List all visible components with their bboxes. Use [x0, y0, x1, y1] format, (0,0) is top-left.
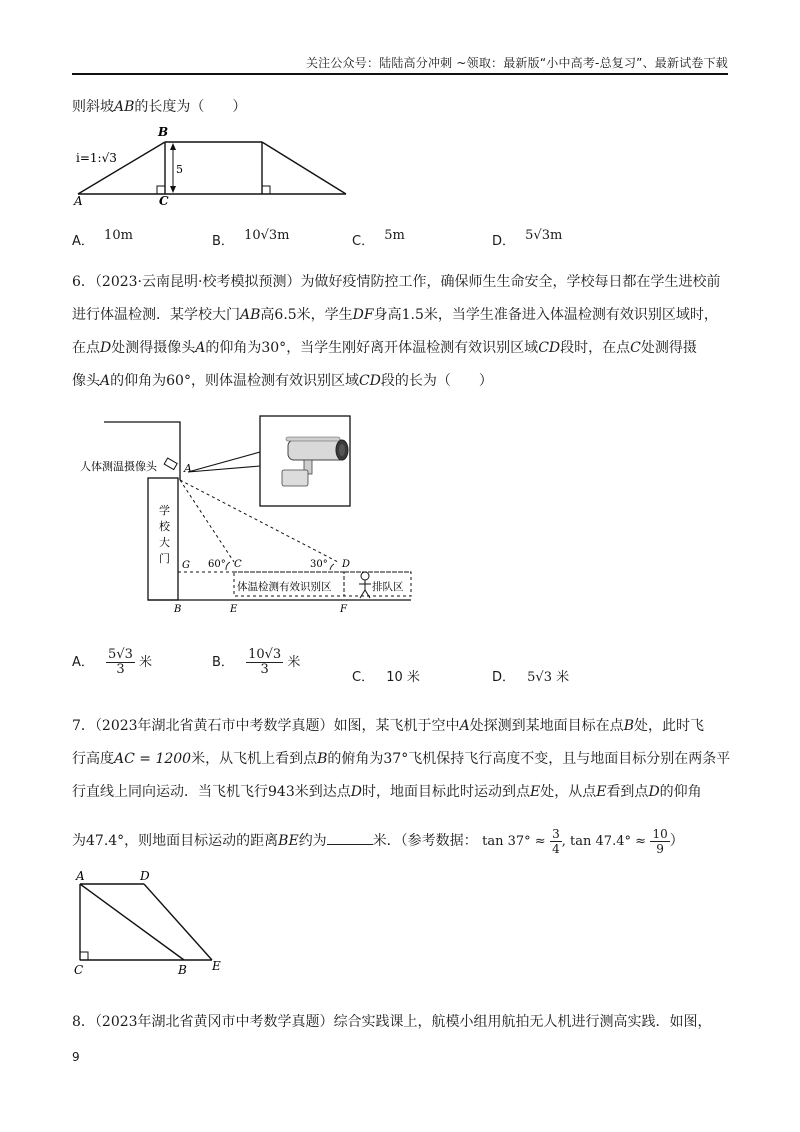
- q7-text: 看到点: [606, 784, 649, 800]
- fig2-callout-pointer: [188, 452, 260, 472]
- q8-source: （2023年湖北省黄冈市中考数学真题）: [94, 1014, 334, 1030]
- fig2-angle-30: 30°: [310, 559, 328, 570]
- q6-stem: [72, 266, 732, 398]
- fig2-label-d: D: [342, 559, 351, 570]
- option-fraction: [106, 648, 135, 677]
- q6-text: 处测得摄: [640, 340, 697, 356]
- q7-line-4: [72, 826, 732, 857]
- option-letter: A．: [72, 655, 94, 670]
- q7-text: 为: [72, 833, 86, 849]
- fig2-queue-label: 排队区: [372, 581, 404, 593]
- fig1-label-b: B: [158, 125, 169, 139]
- q6-text: 段的长为（ ）: [380, 373, 493, 389]
- q6-option-a[interactable]: [72, 648, 152, 677]
- q6-line-1: [72, 266, 732, 299]
- option-letter: B．: [212, 655, 234, 670]
- q6-text: ，则体温检测有效识别区域: [190, 373, 359, 389]
- page-header: 关注公众号：陆陆高分冲刺 ~领取：最新版“小中高考-总复习”、最新试卷下载: [305, 56, 728, 70]
- fig3-label-c: C: [74, 963, 84, 977]
- q5-var-ab: AB: [114, 99, 135, 115]
- fig2-label-c: C: [234, 559, 242, 570]
- q6-line-2: [72, 299, 732, 332]
- fig3-line-ab: [80, 884, 184, 960]
- q6-line-4: [72, 365, 732, 398]
- q6-angle: 30°: [261, 340, 287, 356]
- q7-number-val: 943: [268, 784, 295, 800]
- option-unit: 米: [139, 655, 153, 670]
- fig2-ray-to-c: [180, 480, 234, 562]
- fig3-label-a: A: [76, 869, 85, 883]
- option-letter: A．: [72, 234, 94, 249]
- fig3-label-e: E: [212, 959, 221, 973]
- q7-text: 行高度: [72, 751, 114, 767]
- fig2-angle-arc-d: [330, 564, 334, 570]
- fraction-denominator: 3: [260, 662, 269, 677]
- fig2-angle-60: 60°: [208, 559, 226, 570]
- q7-var: D: [648, 784, 660, 800]
- fig2-gate-char: 校: [159, 520, 170, 533]
- q8-text: 综合实践课上，航模小组用航拍无人机进行测高实践．如图，: [333, 1014, 712, 1030]
- option-unit: 米: [287, 655, 301, 670]
- q6-source: （2023·云南昆明·校考模拟预测）: [94, 274, 301, 290]
- option-value: 10√3m: [244, 228, 290, 243]
- page-number: 9: [72, 1050, 80, 1064]
- q6-var: AB: [240, 307, 261, 323]
- figure-temperature-camera: [76, 404, 416, 616]
- q6-var: CD: [358, 373, 381, 389]
- fig3-label-b: B: [178, 963, 187, 977]
- q7-var: B: [623, 718, 634, 734]
- fraction-numerator: 3: [552, 826, 560, 841]
- fig1-height-label: 5: [176, 163, 183, 176]
- q5-stem-tail: [72, 97, 246, 117]
- q6-text: 的仰角为: [110, 373, 167, 389]
- q7-text: 飞机保持飞行高度不变，且与地面目标分别在两条平: [408, 751, 731, 767]
- q7-var: A: [459, 718, 470, 734]
- q7-text: 处，此时飞: [633, 718, 704, 734]
- q6-text: 进行体温检测．某学校大门: [72, 307, 240, 323]
- q7-text: 的俯角为: [327, 751, 384, 767]
- option-letter: B．: [212, 234, 234, 249]
- q6-text: 的仰角为: [205, 340, 262, 356]
- q5-option-c[interactable]: [352, 228, 405, 249]
- fig2-label-f: F: [340, 604, 347, 615]
- fraction-denominator: 9: [656, 841, 664, 856]
- fig2-label-g: G: [182, 560, 190, 571]
- q6-var: C: [630, 340, 641, 356]
- q7-frac-10-9: [650, 827, 669, 856]
- fig1-arrow-up: [170, 143, 176, 150]
- q6-var: D: [100, 340, 112, 356]
- q6-text: 处测得摄像头: [111, 340, 196, 356]
- q5-option-b[interactable]: [212, 228, 290, 249]
- q6-text: 在点: [72, 340, 100, 356]
- q7-text: 约为: [298, 833, 327, 849]
- person-icon: [359, 572, 371, 598]
- q6-var: CD: [538, 340, 561, 356]
- q6-text: 像头: [72, 373, 100, 389]
- fig2-label-e: E: [230, 604, 238, 615]
- q7-var: D: [350, 784, 362, 800]
- fig2-label-a: A: [184, 462, 192, 475]
- q7-text: 的仰角: [659, 784, 702, 800]
- fig1-right-angle-r: [262, 186, 270, 194]
- q7-text: 米，从飞机上看到点: [191, 751, 318, 767]
- q7-text: 米到达点: [294, 784, 351, 800]
- q6-var: A: [195, 340, 206, 356]
- fig3-line-de: [144, 884, 212, 960]
- fig1-label-c: C: [159, 194, 169, 206]
- fig3-label-d: D: [140, 869, 150, 883]
- q7-text: ，则地面目标运动的距离: [124, 833, 279, 849]
- q7-line-2: [72, 743, 732, 776]
- fig2-camera-small-icon: [164, 458, 177, 470]
- fraction-denominator: 4: [552, 841, 560, 856]
- q6-text: 为做好疫情防控工作，确保师生生命安全，学校每日都在学生进校前: [300, 274, 721, 290]
- q6-var: DF: [352, 307, 374, 323]
- fraction-numerator: 10: [652, 826, 668, 841]
- fig1-right-angle-c: [157, 186, 165, 194]
- option-value: 5√3m: [525, 228, 563, 243]
- q6-option-b[interactable]: [212, 648, 300, 677]
- option-fraction: [246, 648, 283, 677]
- option-letter: D．: [492, 670, 516, 685]
- fig2-label-b: B: [174, 604, 182, 615]
- q7-angle: 37°: [383, 751, 409, 767]
- q7-var: B: [317, 751, 328, 767]
- q7-text: 行直线上同向运动．当飞机飞行: [72, 784, 268, 800]
- figure-airplane: [72, 868, 242, 978]
- header-divider: [72, 73, 728, 75]
- option-value: 5√3 米: [527, 670, 570, 685]
- q6-option-d[interactable]: [492, 666, 569, 685]
- fraction-denominator: 3: [116, 662, 125, 677]
- q6-text: 高6.5米，学生: [260, 307, 353, 323]
- q7-text: 如图，某飞机于空中: [333, 718, 460, 734]
- fig2-gate-char: 大: [159, 536, 170, 549]
- q7-text: ）: [669, 833, 684, 849]
- fig1-left-slope: [78, 142, 165, 194]
- q7-text: 时，地面目标此时运动到点: [361, 784, 530, 800]
- q7-text: 米．（参考数据：: [372, 833, 478, 849]
- q5-stem-text: 则斜坡: [72, 99, 114, 115]
- q7-text: 处探测到某地面目标在点: [469, 718, 624, 734]
- q8-number: 8．: [72, 1014, 95, 1030]
- fraction-numerator: 10√3: [248, 647, 282, 662]
- fig2-gate-char: 门: [159, 552, 170, 565]
- q8-stem: [72, 1012, 712, 1032]
- q7-var: E: [529, 784, 541, 800]
- q7-ref-tan474: , tan 47.4° ≈: [561, 834, 646, 849]
- figure-embankment: [72, 124, 362, 206]
- option-value: 5m: [384, 228, 405, 243]
- q6-angle: 60°: [166, 373, 191, 389]
- option-value: 10 米: [386, 670, 420, 685]
- fig1-slope-label: i=1:√3: [76, 151, 117, 165]
- fig2-camera-label: 人体测温摄像头: [80, 460, 157, 473]
- q6-text: 身高1.5米，当学生准备进入体温检测有效识别区域时，: [373, 307, 718, 323]
- q6-text: 段时，在点: [560, 340, 631, 356]
- q7-var: BE: [278, 833, 299, 849]
- option-letter: C．: [352, 234, 375, 249]
- q7-line-3: [72, 776, 732, 809]
- q7-source: （2023年湖北省黄石市中考数学真题）: [94, 718, 334, 734]
- q7-var: AC = 1200: [114, 751, 192, 767]
- q7-text: 处，从点: [540, 784, 597, 800]
- q6-option-c[interactable]: [352, 666, 420, 685]
- fraction-numerator: 5√3: [108, 647, 133, 662]
- q5-option-a[interactable]: [72, 228, 133, 249]
- option-letter: C．: [352, 670, 375, 685]
- option-letter: D．: [492, 234, 516, 249]
- fig2-angle-arc-c: [226, 562, 230, 570]
- q7-var: E: [596, 784, 607, 800]
- option-value: 10m: [104, 228, 133, 243]
- q7-frac-3-4: [550, 827, 562, 856]
- q7-number: 7．: [72, 718, 95, 734]
- q7-line-1: [72, 710, 732, 743]
- q5-option-d[interactable]: [492, 228, 563, 249]
- fig1-label-a: A: [74, 194, 83, 206]
- fig1-arrow-down: [170, 186, 176, 193]
- q5-stem-end: 的长度为（ ）: [134, 99, 247, 115]
- q6-line-3: [72, 332, 732, 365]
- q6-var: A: [100, 373, 111, 389]
- q6-text: ，当学生刚好离开体温检测有效识别区域: [286, 340, 539, 356]
- q7-answer-blank[interactable]: [327, 830, 373, 845]
- fig2-gate-char: 学: [159, 504, 170, 517]
- q6-number: 6．: [72, 274, 95, 290]
- q7-angle: 47.4°: [86, 833, 125, 849]
- fig2-zone-label: 体温检测有效识别区: [237, 581, 332, 593]
- fig1-right-slope: [262, 142, 346, 194]
- fig3-right-angle: [80, 952, 88, 960]
- q7-stem: [72, 710, 732, 809]
- q7-ref-tan37: tan 37° ≈: [482, 834, 546, 849]
